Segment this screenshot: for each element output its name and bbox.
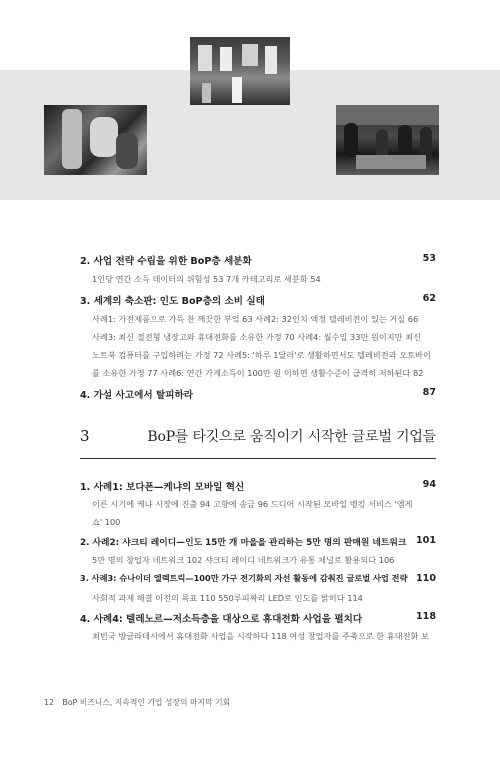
chapter-divider	[80, 458, 436, 459]
toc-heading[interactable]: 4. 사례4: 텔레노르—저소득층을 대상으로 휴대전화 사업을 펼치다	[80, 614, 363, 625]
chapter-title[interactable]: BoP를 타깃으로 움직이기 시작한 글로벌 기업들	[147, 429, 436, 445]
toc-heading[interactable]: 4. 가설 사고에서 탈피하라	[80, 390, 194, 401]
toc-heading[interactable]: 2. 사업 전략 수립을 위한 BoP층 세분화	[80, 256, 252, 267]
page-footer	[44, 697, 236, 708]
photo-women-market	[44, 105, 147, 175]
toc-page-number: 62	[422, 293, 436, 304]
toc-subsection-line: 를 소유한 가정 77 사례6: 연간 가계소득이 100만 원 이하면 생활수준이 급격히 저하된다 82	[92, 368, 424, 378]
toc-page-number: 94	[422, 479, 436, 490]
toc-subsection-line: 노트북 컴퓨터를 구입하려는 가정 72 사례5: '하루 1달러'로 생활하면서도 텔레비전과 오토바이	[92, 350, 431, 360]
toc-subsection-line: 사례3: 최신 절전형 냉장고와 휴대전화를 소유한 가정 70 사례4: 월수입 33만 원이지만 최신	[92, 332, 422, 342]
toc-page-number: 110	[415, 573, 436, 584]
toc-subsection-line: 1인당 연간 소득 데이터의 위험성 53 7개 카테고리로 세분화 54	[92, 274, 321, 284]
chapter-number: 3	[80, 427, 90, 445]
toc-heading[interactable]: 2. 사례2: 샤크티 레이디—인도 15만 개 마을을 관리하는 5만 명의 판매원 네트워크	[80, 538, 407, 548]
footer-book-title: BoP 비즈니스, 지속적인 기업 성장의 마지막 기회	[62, 698, 231, 707]
toc-subsection-line: 쇼' 100	[92, 517, 121, 527]
toc-page-number: 101	[415, 535, 436, 546]
toc-subsection-line: 사례1: 가전제품으로 가득 찬 깨끗한 부엌 63 사례2: 32인치 액정 텔레비전이 있는 거실 66	[92, 314, 419, 324]
photo-village-laundry	[190, 37, 290, 105]
toc-page-number: 118	[415, 611, 436, 622]
toc-page-number: 87	[422, 387, 436, 398]
toc-subsection-line: 5만 명의 창업자 네트워크 102 샤크티 레이디 네트워크가 유통 채널로 활용되다 106	[92, 555, 395, 565]
toc-page-number: 53	[422, 253, 436, 264]
toc-heading[interactable]: 3. 세계의 축소판: 인도 BoP층의 소비 실태	[80, 296, 265, 307]
toc-subsection-line: 사회적 과제 해결 이전의 목표 110 550루피짜리 LED로 인도를 밝히다 114	[92, 593, 363, 603]
toc-subsection-line: 이른 시기에 케냐 시장에 진출 94 고향에 송금 96 드디어 시작된 모바일 뱅킹 서비스 '엠게	[92, 499, 413, 509]
toc-heading[interactable]: 3. 사례3: 슈나이더 엘렉트릭—100만 가구 전기화의 자선 활동에 감춰진 글로벌 사업 전략	[80, 573, 408, 583]
photo-group-meeting	[336, 105, 439, 175]
footer-page-number: 12	[44, 698, 54, 707]
toc-heading[interactable]: 1. 사례1: 보다폰—케냐의 모바일 혁신	[80, 482, 245, 493]
toc-subsection-line: 최빈국 방글라데시에서 휴대전화 사업을 시작하다 118 여성 창업자를 주축으로 한 휴대전화 보	[92, 631, 429, 641]
